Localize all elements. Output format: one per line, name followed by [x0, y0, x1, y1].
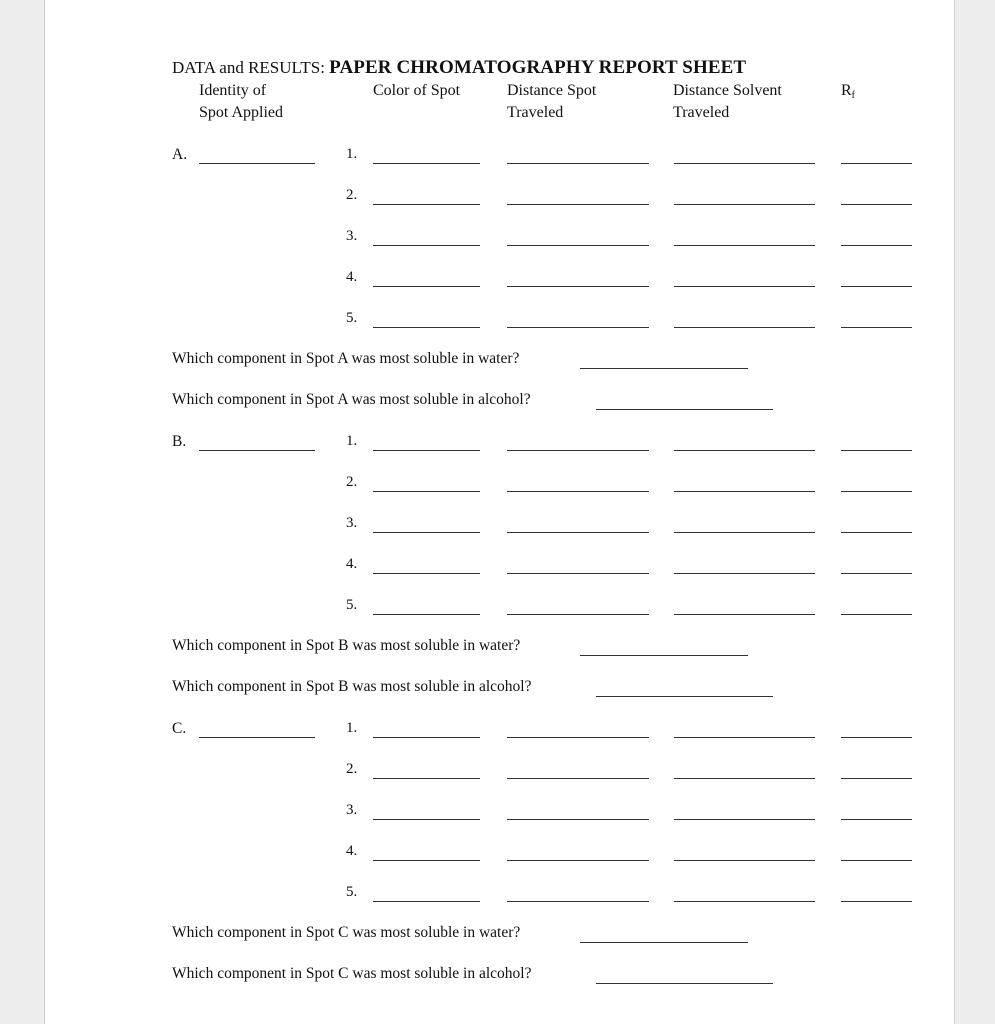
- row-number: 4.: [346, 843, 358, 859]
- distance-spot-blank[interactable]: [507, 778, 649, 779]
- color-blank[interactable]: [373, 450, 480, 451]
- identity-blank[interactable]: [199, 450, 315, 451]
- header-rf: [841, 80, 855, 104]
- rf-blank[interactable]: [841, 204, 912, 205]
- row-number: 3.: [346, 515, 358, 531]
- rf-blank[interactable]: [841, 614, 912, 615]
- question-water: Which component in Spot A was most soluble in water?: [172, 350, 520, 367]
- header-distance-spot-line1: Distance Spot: [507, 82, 597, 99]
- distance-spot-blank[interactable]: [507, 163, 649, 164]
- identity-blank[interactable]: [199, 737, 315, 738]
- identity-blank[interactable]: [199, 163, 315, 164]
- distance-solvent-blank[interactable]: [674, 860, 815, 861]
- distance-spot-blank[interactable]: [507, 450, 649, 451]
- header-color: [373, 80, 460, 102]
- header-rf-main: R: [841, 82, 852, 99]
- row-number: 5.: [346, 597, 358, 613]
- distance-solvent-blank[interactable]: [674, 819, 815, 820]
- distance-solvent-blank[interactable]: [674, 204, 815, 205]
- question-alcohol: Which component in Spot C was most soluble in alcohol?: [172, 965, 532, 982]
- question-water: Which component in Spot B was most soluble in water?: [172, 637, 521, 654]
- rf-blank[interactable]: [841, 532, 912, 533]
- distance-solvent-blank[interactable]: [674, 245, 815, 246]
- header-identity: [199, 80, 283, 124]
- distance-solvent-blank[interactable]: [674, 737, 815, 738]
- question-water: Which component in Spot C was most soluble in water?: [172, 924, 521, 941]
- header-color-label: Color of Spot: [373, 82, 461, 99]
- title-main: PAPER CHROMATOGRAPHY REPORT SHEET: [329, 57, 747, 78]
- question-alcohol: Which component in Spot B was most soluble in alcohol?: [172, 678, 532, 695]
- header-rf-sub: f: [851, 90, 856, 101]
- header-distance-spot: [507, 80, 596, 124]
- row-number: 5.: [346, 310, 358, 326]
- distance-spot-blank[interactable]: [507, 901, 649, 902]
- rf-blank[interactable]: [841, 819, 912, 820]
- distance-spot-blank[interactable]: [507, 860, 649, 861]
- row-number: 3.: [346, 802, 358, 818]
- header-distance-solvent-line1: Distance Solvent: [673, 82, 782, 99]
- distance-solvent-blank[interactable]: [674, 778, 815, 779]
- page-title: [172, 57, 746, 79]
- distance-spot-blank[interactable]: [507, 327, 649, 328]
- row-number: 2.: [346, 187, 358, 203]
- rf-blank[interactable]: [841, 286, 912, 287]
- color-blank[interactable]: [373, 532, 480, 533]
- color-blank[interactable]: [373, 819, 480, 820]
- rf-blank[interactable]: [841, 163, 912, 164]
- distance-spot-blank[interactable]: [507, 614, 649, 615]
- rf-blank[interactable]: [841, 450, 912, 451]
- answer-water-blank[interactable]: [580, 368, 748, 369]
- distance-solvent-blank[interactable]: [674, 327, 815, 328]
- color-blank[interactable]: [373, 614, 480, 615]
- answer-alcohol-blank[interactable]: [596, 983, 773, 984]
- row-number: 4.: [346, 269, 358, 285]
- rf-blank[interactable]: [841, 327, 912, 328]
- header-distance-solvent: [673, 80, 782, 124]
- color-blank[interactable]: [373, 901, 480, 902]
- rf-blank[interactable]: [841, 778, 912, 779]
- answer-water-blank[interactable]: [580, 942, 748, 943]
- distance-spot-blank[interactable]: [507, 286, 649, 287]
- color-blank[interactable]: [373, 327, 480, 328]
- distance-solvent-blank[interactable]: [674, 614, 815, 615]
- row-number: 4.: [346, 556, 358, 572]
- section-label: B.: [172, 433, 187, 450]
- color-blank[interactable]: [373, 778, 480, 779]
- row-number: 2.: [346, 474, 358, 490]
- section-label: A.: [172, 146, 188, 163]
- distance-solvent-blank[interactable]: [674, 491, 815, 492]
- question-alcohol: Which component in Spot A was most soluble in alcohol?: [172, 391, 531, 408]
- distance-spot-blank[interactable]: [507, 245, 649, 246]
- distance-solvent-blank[interactable]: [674, 450, 815, 451]
- header-distance-solvent-line2: Traveled: [673, 104, 730, 121]
- row-number: 1.: [346, 433, 358, 449]
- distance-solvent-blank[interactable]: [674, 163, 815, 164]
- section-label: C.: [172, 720, 187, 737]
- distance-solvent-blank[interactable]: [674, 901, 815, 902]
- row-number: 1.: [346, 720, 358, 736]
- distance-spot-blank[interactable]: [507, 737, 649, 738]
- distance-spot-blank[interactable]: [507, 532, 649, 533]
- color-blank[interactable]: [373, 245, 480, 246]
- distance-spot-blank[interactable]: [507, 573, 649, 574]
- color-blank[interactable]: [373, 737, 480, 738]
- row-number: 2.: [346, 761, 358, 777]
- header-identity-line1: Identity of: [199, 82, 267, 99]
- rf-blank[interactable]: [841, 573, 912, 574]
- title-prefix: DATA and RESULTS:: [172, 58, 330, 77]
- answer-water-blank[interactable]: [580, 655, 748, 656]
- row-number: 1.: [346, 146, 358, 162]
- color-blank[interactable]: [373, 204, 480, 205]
- distance-solvent-blank[interactable]: [674, 532, 815, 533]
- color-blank[interactable]: [373, 163, 480, 164]
- color-blank[interactable]: [373, 573, 480, 574]
- rf-blank[interactable]: [841, 860, 912, 861]
- answer-alcohol-blank[interactable]: [596, 409, 773, 410]
- color-blank[interactable]: [373, 860, 480, 861]
- color-blank[interactable]: [373, 491, 480, 492]
- rf-blank[interactable]: [841, 737, 912, 738]
- header-distance-spot-line2: Traveled: [507, 104, 564, 121]
- rf-blank[interactable]: [841, 491, 912, 492]
- rf-blank[interactable]: [841, 901, 912, 902]
- answer-alcohol-blank[interactable]: [596, 696, 773, 697]
- distance-spot-blank[interactable]: [507, 204, 649, 205]
- row-number: 5.: [346, 884, 358, 900]
- rf-blank[interactable]: [841, 245, 912, 246]
- header-identity-line2: Spot Applied: [199, 104, 284, 121]
- distance-solvent-blank[interactable]: [674, 286, 815, 287]
- color-blank[interactable]: [373, 286, 480, 287]
- distance-solvent-blank[interactable]: [674, 573, 815, 574]
- distance-spot-blank[interactable]: [507, 491, 649, 492]
- row-number: 3.: [346, 228, 358, 244]
- distance-spot-blank[interactable]: [507, 819, 649, 820]
